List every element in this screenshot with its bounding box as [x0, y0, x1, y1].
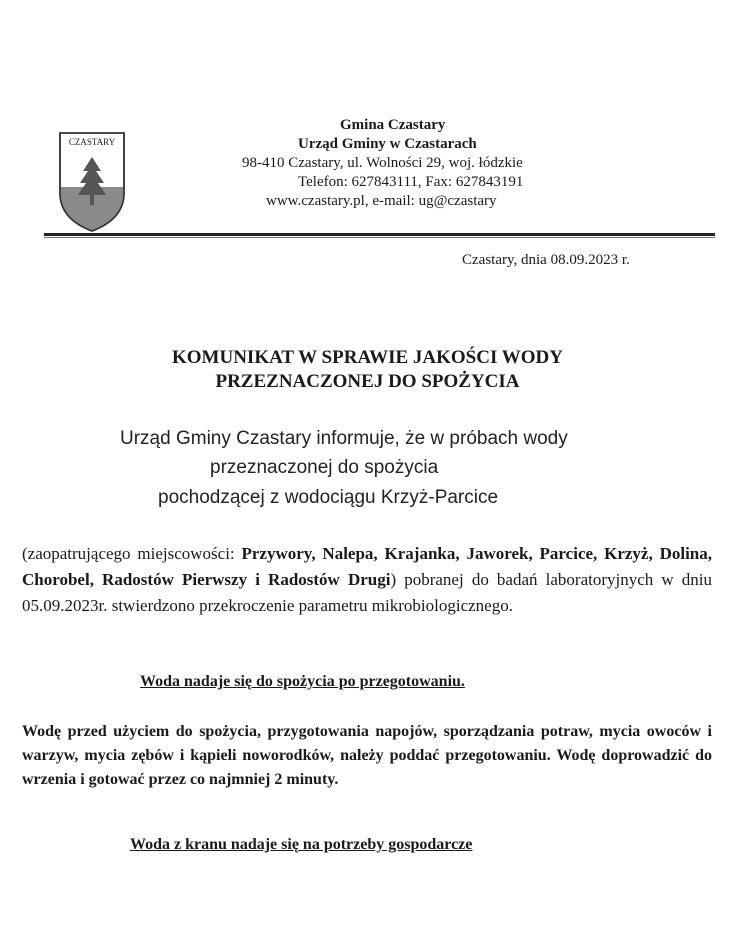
household-use-notice: Woda z kranu nadaje się na potrzeby gospodarcze [130, 836, 473, 853]
localities-list: Przywory, Nalepa, Krajanka, Jaworek, Parcice, Krzyż, Dolina, Chorobel, Radostów Pierwszy i Radostów Drugi [22, 544, 712, 589]
municipality-name: Gmina Czastary [340, 117, 446, 133]
sampling-text: ) pobranej do badań laboratoryjnych w dniu 05.09.2023r. stwierdzono przekroczenie parametru mikrobiologicznego. [22, 570, 712, 615]
intro-line-1: Urząd Gminy Czastary informuje, że w próbach wody [120, 428, 568, 449]
header-divider [44, 233, 715, 236]
coat-of-arms-logo [56, 131, 128, 233]
svg-text:CZASTARY: CZASTARY [68, 137, 116, 147]
office-name: Urząd Gminy w Czastarach [298, 136, 477, 152]
title-line-2: PRZEZNACZONEJ DO SPOŻYCIA [215, 371, 520, 392]
boil-notice: Woda nadaje się do spożycia po przegotowaniu. [140, 673, 465, 690]
phone-fax: Telefon: 627843111, Fax: 627843191 [298, 174, 524, 190]
supply-prefix: (zaopatrującego miejscowości: [22, 544, 242, 563]
document-title [40, 346, 695, 394]
intro-line-2: przeznaczonej do spożycia [210, 457, 439, 478]
intro-line-3: pochodzącej z wodociągu Krzyż-Parcice [158, 487, 499, 508]
boiling-instructions: Wodę przed użyciem do spożycia, przygotowania napojów, sporządzania potraw, mycia owoców i warzyw, mycia zębów i kąpieli noworodków, należy poddać przegotowaniu. Wodę doprowadzić do wrzenia i gotować przez co najmniej 2 minuty. [22, 723, 712, 788]
supply-paragraph [22, 541, 712, 619]
website-email: www.czastary.pl, e-mail: ug@czastary [266, 193, 497, 209]
document-date: Czastary, dnia 08.09.2023 r. [462, 252, 630, 268]
office-address: 98-410 Czastary, ul. Wolności 29, woj. łódzkie [242, 155, 523, 171]
title-line-1: KOMUNIKAT W SPRAWIE JAKOŚCI WODY [172, 347, 563, 368]
header-divider-thin [44, 237, 715, 238]
